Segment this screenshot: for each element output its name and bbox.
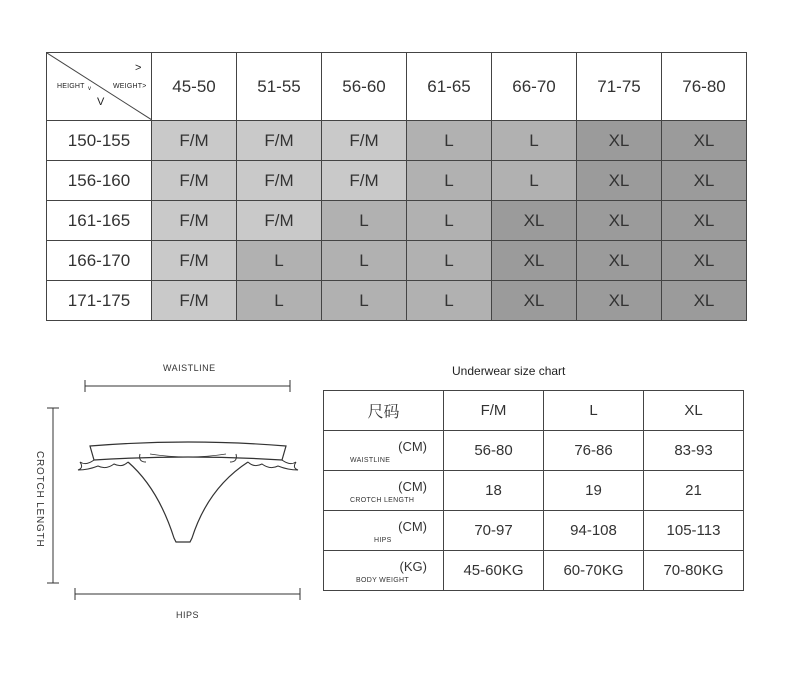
height-label: 156-160 (47, 161, 152, 201)
underwear-measurement-diagram (28, 358, 318, 628)
size-cell: L (237, 281, 322, 321)
size-cell: F/M (237, 201, 322, 241)
measurement-name: CROTCH LENGTH (350, 497, 415, 504)
size-cell: L (492, 161, 577, 201)
size-cell: XL (577, 241, 662, 281)
size-cell: L (322, 281, 407, 321)
table-row (47, 161, 747, 201)
weight-header: 61-65 (407, 53, 492, 121)
size-value: 19 (544, 471, 644, 511)
size-value: 76-86 (544, 431, 644, 471)
size-cell: XL (492, 241, 577, 281)
size-cell: L (237, 241, 322, 281)
height-label: 150-155 (47, 121, 152, 161)
weight-header-row (47, 53, 747, 121)
weight-arrow-icon: > (135, 62, 142, 74)
underwear-size-table (323, 390, 744, 591)
size-cell: L (407, 121, 492, 161)
measurement-label (324, 511, 444, 551)
height-label: 171-175 (47, 281, 152, 321)
size-cell: F/M (152, 241, 237, 281)
size-cell: L (407, 201, 492, 241)
size-column-header: L (544, 391, 644, 431)
size-value: 83-93 (644, 431, 744, 471)
size-cell: F/M (152, 201, 237, 241)
size-cell: XL (577, 121, 662, 161)
size-column-header: F/M (444, 391, 544, 431)
underwear-outline-icon (28, 358, 318, 608)
measurement-label (324, 471, 444, 511)
size-cell: XL (662, 121, 747, 161)
unit-label: (CM) (398, 439, 427, 454)
size-cell: F/M (322, 161, 407, 201)
measurement-label (324, 551, 444, 591)
size-value: 21 (644, 471, 744, 511)
size-value: 105-113 (644, 511, 744, 551)
measurement-name: HIPS (374, 537, 392, 544)
size-cell: F/M (152, 121, 237, 161)
size-value: 60-70KG (544, 551, 644, 591)
table-row (324, 511, 744, 551)
height-label: 161-165 (47, 201, 152, 241)
hips-label: HIPS (176, 610, 200, 620)
size-cell: XL (577, 161, 662, 201)
size-value: 94-108 (544, 511, 644, 551)
measurement-label (324, 431, 444, 471)
weight-header: 76-80 (662, 53, 747, 121)
table-row (324, 551, 744, 591)
size-column-header: XL (644, 391, 744, 431)
size-cell: XL (662, 281, 747, 321)
size-cell: XL (492, 281, 577, 321)
size-cell: F/M (237, 161, 322, 201)
size-cell: F/M (322, 121, 407, 161)
size-value: 18 (444, 471, 544, 511)
measurement-name: WAISTLINE (350, 457, 391, 464)
size-header-row (324, 391, 744, 431)
table-row (47, 281, 747, 321)
size-cell: L (492, 121, 577, 161)
size-value: 70-80KG (644, 551, 744, 591)
weight-corner-label: WEIGHT> (113, 83, 147, 90)
weight-header: 71-75 (577, 53, 662, 121)
size-cell: F/M (152, 281, 237, 321)
size-cell: XL (577, 201, 662, 241)
size-chart-title: Underwear size chart (452, 364, 566, 378)
table-row (47, 121, 747, 161)
height-small-arrow: v (88, 86, 92, 92)
table-row (324, 431, 744, 471)
size-value: 56-80 (444, 431, 544, 471)
weight-header: 51-55 (237, 53, 322, 121)
measurement-name: BODY WEIGHT (356, 577, 409, 584)
size-cell: F/M (152, 161, 237, 201)
unit-label: (CM) (398, 519, 427, 534)
size-cell: XL (662, 161, 747, 201)
unit-label: (CM) (398, 479, 427, 494)
table-row (324, 471, 744, 511)
size-cell: L (322, 201, 407, 241)
size-cell: F/M (237, 121, 322, 161)
size-cell: L (322, 241, 407, 281)
size-cell: L (407, 281, 492, 321)
weight-header: 45-50 (152, 53, 237, 121)
size-value: 70-97 (444, 511, 544, 551)
height-weight-size-table (46, 52, 747, 321)
size-cell: XL (577, 281, 662, 321)
size-cell: L (407, 161, 492, 201)
height-label: 166-170 (47, 241, 152, 281)
size-header-label: 尺码 (324, 391, 444, 431)
table-row (47, 201, 747, 241)
size-cell: XL (662, 201, 747, 241)
unit-label: (KG) (399, 559, 427, 574)
corner-cell (47, 53, 152, 121)
waistline-label: WAISTLINE (163, 363, 216, 373)
size-cell: L (407, 241, 492, 281)
height-arrow-icon: V (97, 96, 105, 108)
crotch-length-label: CROTCH LENGTH (34, 451, 45, 548)
weight-header: 66-70 (492, 53, 577, 121)
weight-header: 56-60 (322, 53, 407, 121)
size-value: 45-60KG (444, 551, 544, 591)
size-cell: XL (662, 241, 747, 281)
height-corner-label: HEIGHT (57, 83, 85, 90)
table-row (47, 241, 747, 281)
size-cell: XL (492, 201, 577, 241)
